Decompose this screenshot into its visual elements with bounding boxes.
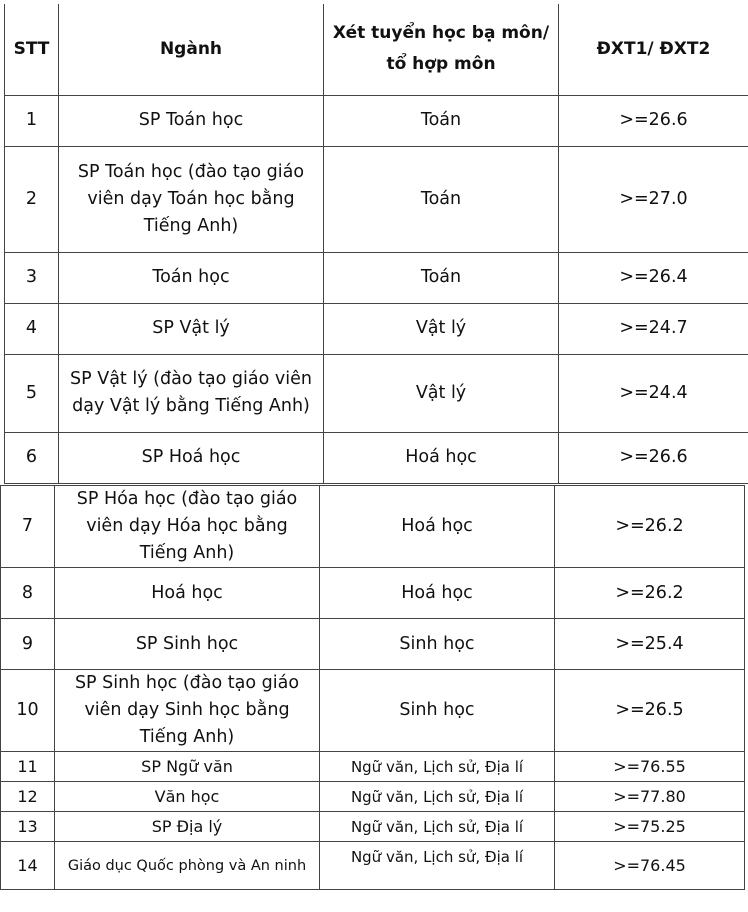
- cell-stt: 4: [5, 303, 59, 354]
- cell-nganh: SP Sinh học (đào tạo giáo viên dạy Sinh học bằng Tiếng Anh): [55, 670, 320, 752]
- table-header-row: [5, 4, 748, 95]
- cell-mon: Toán: [324, 146, 559, 252]
- cell-mon: Ngữ văn, Lịch sử, Địa lí: [320, 782, 555, 812]
- table-row: [5, 432, 748, 483]
- cell-nganh: Giáo dục Quốc phòng và An ninh: [55, 842, 320, 890]
- cell-stt: 3: [5, 252, 59, 303]
- cell-stt: 12: [1, 782, 55, 812]
- cell-nganh: Toán học: [59, 252, 324, 303]
- table-row: [5, 146, 748, 252]
- cell-stt: 13: [1, 812, 55, 842]
- header-nganh: Ngành: [59, 4, 324, 95]
- cell-stt: 14: [1, 842, 55, 890]
- table-row: [1, 842, 745, 890]
- header-xet-tuyen: [324, 4, 559, 95]
- header-dxt: ĐXT1/ ĐXT2: [559, 4, 748, 95]
- cell-dxt: >=24.4: [559, 354, 748, 432]
- cell-mon: Hoá học: [320, 568, 555, 619]
- cell-mon: Vật lý: [324, 303, 559, 354]
- table-row: [1, 486, 745, 568]
- cell-nganh: SP Hóa học (đào tạo giáo viên dạy Hóa học bằng Tiếng Anh): [55, 486, 320, 568]
- cell-stt: 10: [1, 670, 55, 752]
- cell-mon: Sinh học: [320, 670, 555, 752]
- table-row: [5, 354, 748, 432]
- cell-stt: 8: [1, 568, 55, 619]
- cell-nganh: SP Hoá học: [59, 432, 324, 483]
- cell-nganh: SP Vật lý: [59, 303, 324, 354]
- table-row: [5, 95, 748, 146]
- table-row: [1, 619, 745, 670]
- cell-dxt: >=26.2: [555, 568, 745, 619]
- cell-stt: 6: [5, 432, 59, 483]
- header-xet-tuyen-line2: tổ hợp môn: [386, 54, 496, 75]
- table-row: [1, 812, 745, 842]
- cell-mon: Toán: [324, 252, 559, 303]
- cell-dxt: >=26.6: [559, 95, 748, 146]
- cell-nganh: SP Sinh học: [55, 619, 320, 670]
- admission-table-part1: [4, 4, 748, 484]
- cell-dxt: >=77.80: [555, 782, 745, 812]
- cell-stt: 7: [1, 486, 55, 568]
- cell-dxt: >=25.4: [555, 619, 745, 670]
- table-row: [5, 252, 748, 303]
- cell-stt: 11: [1, 752, 55, 782]
- cell-mon: Ngữ văn, Lịch sử, Địa lí: [320, 842, 555, 890]
- cell-nganh: SP Địa lý: [55, 812, 320, 842]
- header-stt: STT: [5, 4, 59, 95]
- cell-nganh: SP Vật lý (đào tạo giáo viên dạy Vật lý bằng Tiếng Anh): [59, 354, 324, 432]
- cell-dxt: >=24.7: [559, 303, 748, 354]
- cell-mon: Ngữ văn, Lịch sử, Địa lí: [320, 752, 555, 782]
- cell-dxt: >=27.0: [559, 146, 748, 252]
- cell-mon: Sinh học: [320, 619, 555, 670]
- cell-mon: Hoá học: [320, 486, 555, 568]
- table-row: [1, 568, 745, 619]
- table-row: [1, 782, 745, 812]
- cell-dxt: >=26.2: [555, 486, 745, 568]
- cell-mon: Vật lý: [324, 354, 559, 432]
- cell-mon: Hoá học: [324, 432, 559, 483]
- cell-nganh: Hoá học: [55, 568, 320, 619]
- cell-stt: 9: [1, 619, 55, 670]
- cell-dxt: >=26.6: [559, 432, 748, 483]
- cell-dxt: >=26.4: [559, 252, 748, 303]
- cell-stt: 1: [5, 95, 59, 146]
- cell-nganh: SP Toán học: [59, 95, 324, 146]
- cell-stt: 2: [5, 146, 59, 252]
- cell-nganh: SP Ngữ văn: [55, 752, 320, 782]
- cell-mon: Ngữ văn, Lịch sử, Địa lí: [320, 812, 555, 842]
- admission-table-part2: [0, 485, 745, 890]
- cell-dxt: >=76.55: [555, 752, 745, 782]
- cell-dxt: >=26.5: [555, 670, 745, 752]
- table-row: [1, 670, 745, 752]
- cell-mon: Toán: [324, 95, 559, 146]
- table-row: [5, 303, 748, 354]
- cell-nganh: Văn học: [55, 782, 320, 812]
- table-row: [1, 752, 745, 782]
- cell-dxt: >=75.25: [555, 812, 745, 842]
- header-xet-tuyen-line1: Xét tuyển học bạ môn/: [332, 23, 550, 44]
- cell-nganh: SP Toán học (đào tạo giáo viên dạy Toán học bằng Tiếng Anh): [59, 146, 324, 252]
- cell-dxt: >=76.45: [555, 842, 745, 890]
- cell-stt: 5: [5, 354, 59, 432]
